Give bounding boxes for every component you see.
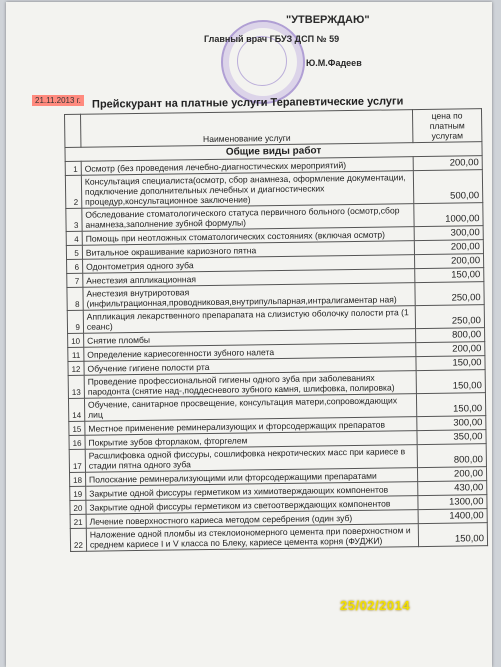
row-number: 11 <box>68 347 84 361</box>
row-number: 5 <box>66 245 82 259</box>
service-price: 200,00 <box>414 240 483 255</box>
row-number: 1 <box>65 161 81 175</box>
service-price: 150,00 <box>416 393 485 417</box>
round-stamp-icon <box>221 20 305 104</box>
service-name: Обучение, санитарное просвещение, консультация матери,сопровождающих лиц <box>84 394 416 422</box>
service-price: 1400,00 <box>418 509 487 524</box>
row-number: 18 <box>70 472 86 486</box>
service-name: Витальное окрашивание кариозного пятна <box>82 241 414 260</box>
service-name: Лечение поверхностного кариеса методом серебрения (один зуб) <box>86 510 418 529</box>
row-number: 6 <box>67 259 83 273</box>
row-number: 2 <box>65 175 81 208</box>
row-number: 15 <box>69 421 85 435</box>
row-number: 9 <box>67 310 83 333</box>
row-number: 4 <box>66 231 82 245</box>
service-price: 150,00 <box>416 370 485 394</box>
approval-heading: "УТВЕРЖДАЮ" <box>286 14 370 26</box>
service-price: 200,00 <box>414 254 483 269</box>
service-name: Местное применение реминерализующих и фторсодержащих препаратов <box>85 417 417 436</box>
row-number: 8 <box>67 287 83 310</box>
service-price: 150,00 <box>415 268 484 283</box>
row-number: 10 <box>68 333 84 347</box>
photo-date-stamp: 25/02/2014 <box>340 598 411 613</box>
row-number: 21 <box>70 514 86 528</box>
service-price: 200,00 <box>413 156 482 171</box>
approval-date: 21.11.2013 г. <box>32 95 84 106</box>
row-number: 14 <box>68 398 84 421</box>
service-price: 200,00 <box>416 342 485 357</box>
service-name: Определение кариесогенности зубного налета <box>84 343 416 362</box>
signer-name: Ю.М.Фадеев <box>306 58 362 68</box>
row-number: 12 <box>68 361 84 375</box>
service-price: 800,00 <box>416 328 485 343</box>
service-name: Закрытие одной фиссуры герметиком из химиотверждающих компонентов <box>86 482 418 501</box>
row-number: 13 <box>68 375 84 398</box>
service-price: 800,00 <box>417 444 486 468</box>
service-name: Обучение гигиене полости рта <box>84 357 416 376</box>
row-number: 7 <box>67 273 83 287</box>
service-name: Помощь при неотложных стоматологических состояниях (включая осмотр) <box>82 227 414 246</box>
section-title: Общие виды работ <box>65 142 482 162</box>
row-number: 20 <box>70 500 86 514</box>
service-name: Анестезия внутриротовая (инфильтрационная,проводниковая,внутрипульпарная,интралигаментар ная) <box>83 283 415 311</box>
service-name: Закрытие одной фиссуры герметиком из светоотверждающих компонентов <box>86 496 418 515</box>
row-number: 3 <box>66 208 82 231</box>
price-table-body <box>65 142 488 552</box>
service-price: 300,00 <box>417 416 486 431</box>
header-price: цена по платным услугам <box>412 109 481 143</box>
service-price: 1000,00 <box>414 203 483 227</box>
service-name: Покрытие зубов фторлаком, фторгелем <box>85 431 417 450</box>
service-name: Осмотр (без проведения лечебно-диагностических мероприятий) <box>81 157 413 176</box>
row-number: 22 <box>70 528 86 551</box>
service-price: 300,00 <box>414 226 483 241</box>
header-service-name: Наименование услуги <box>80 110 413 148</box>
price-list-sheet <box>6 2 492 667</box>
service-name: Аппликация лекарственного препарапата на слизистую оболочку полости рта (1 сеанс) <box>83 306 415 334</box>
service-name: Снятие пломбы <box>83 329 415 348</box>
service-price: 250,00 <box>415 305 484 329</box>
chief-doctor-line: Главный врач ГБУЗ ДСП № 59 <box>204 34 340 44</box>
service-price: 200,00 <box>417 467 486 482</box>
table-row <box>70 523 487 552</box>
service-price: 350,00 <box>417 430 486 445</box>
service-name: Проведение профессиональной гигиены одного зуба при заболеваниях пародонта (снятие над-,поддесневого зубного камня, шлифовка, полировка) <box>84 371 416 399</box>
service-name: Консультация специалиста(осмотр, сбор анамнеза, оформление документации, подключение дополнительных лечебных и диагностических процедур,консультационное заключение) <box>81 171 414 209</box>
service-price: 250,00 <box>415 282 484 306</box>
service-price: 1300,00 <box>418 495 487 510</box>
service-name: Полоскание реминерализующими или фторсодержащими препаратами <box>85 468 417 487</box>
service-price: 500,00 <box>413 170 482 204</box>
service-name: Расшлифовка одной фиссуры, сошлифовка некротических масс при кариесе в стадии пятна одного зуба <box>85 445 417 473</box>
service-price: 150,00 <box>418 523 487 547</box>
service-name: Наложение одной пломбы из стеклоиономерного цемента при поверхностном и среднем кариесе I и V класса по Блеку, кариесе цемента корня (ФУДЖИ) <box>86 524 418 552</box>
price-table <box>64 108 488 552</box>
service-price: 150,00 <box>416 356 485 371</box>
row-number: 19 <box>70 486 86 500</box>
document-title: Прейскурант на платные услуги Терапевтические услуги <box>91 95 404 111</box>
row-number: 16 <box>69 435 85 449</box>
service-name: Обследование стоматологического статуса первичного больного (осмотр,сбор анамнеза,заполнение зубной формулы) <box>82 204 414 232</box>
service-name: Анестезия аппликационная <box>83 269 415 288</box>
header-num-cell <box>65 114 81 147</box>
service-name: Одонтометрия одного зуба <box>82 255 414 274</box>
service-price: 430,00 <box>418 481 487 496</box>
row-number: 17 <box>69 449 85 472</box>
